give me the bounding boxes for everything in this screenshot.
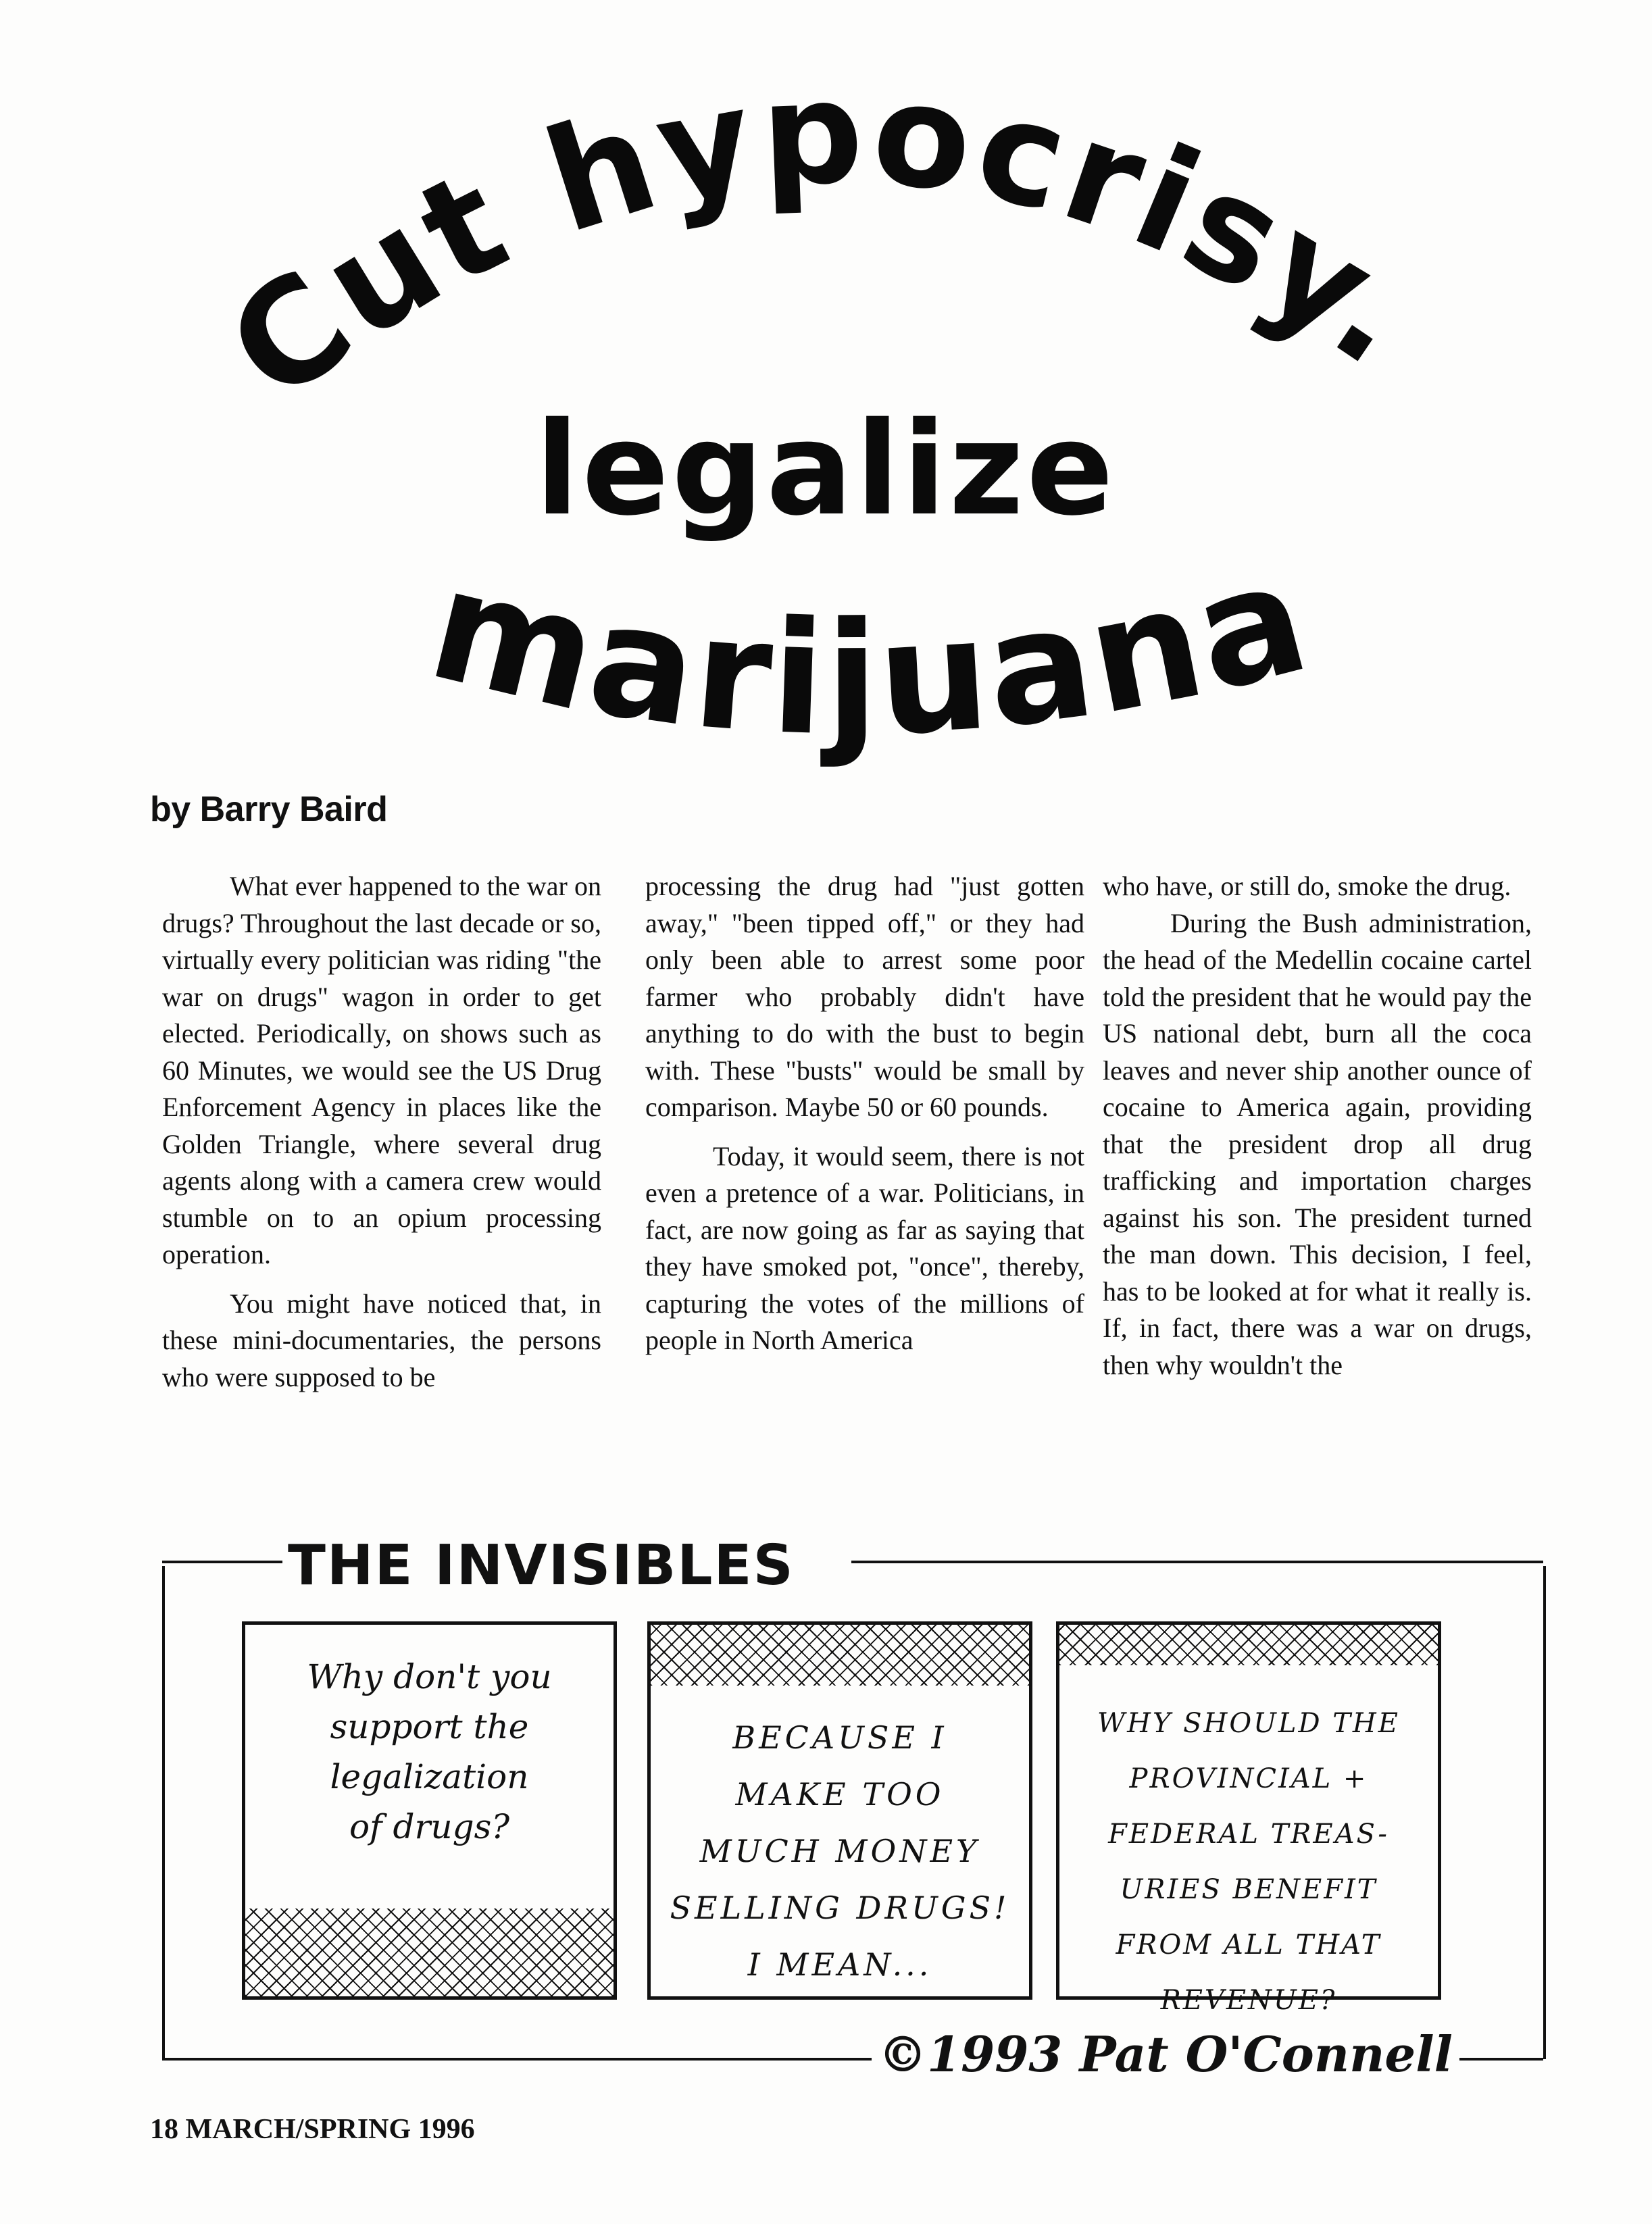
page-footer: 18 MARCH/SPRING 1996 [150, 2114, 475, 2145]
article-column-3 [1103, 868, 1532, 1384]
crosshatch-ceiling [651, 1625, 1029, 1686]
article-column-1 [162, 868, 601, 1396]
headline-line-2: legalize [535, 395, 1116, 544]
comic-panel-1 [242, 1621, 617, 2000]
comic-border-bottom-left [162, 2058, 872, 2061]
comic-panel-2 [647, 1621, 1032, 2000]
crosshatch-floor [245, 1909, 614, 1996]
headline-line-3: marijuana [414, 526, 1326, 771]
comic-title: THE INVISIBLES [282, 1534, 800, 1598]
paragraph: You might have noticed that, in these mini-documentaries, the persons who were supposed to be [162, 1288, 601, 1392]
paragraph: who have, or still do, smoke the drug. [1103, 871, 1511, 901]
paragraph: During the Bush administration, the head of the Medellin cocaine cartel told the president that he would pay the US national debt, burn all the coca leaves and never ship another ounce of cocaine to America again, providing that the president drop all drug trafficking and importation charges against his son. The president turned the man down. This decision, I feel, has to be looked at for what it really is. If, in fact, there was a war on drugs, then why wouldn't the [1103, 907, 1532, 1380]
headline-line-1: Cut hypocrisy. [199, 49, 1447, 434]
comic-border-top-left [162, 1561, 282, 1563]
byline: by Barry Baird [150, 790, 388, 829]
crosshatch-ceiling [1059, 1625, 1438, 1665]
paragraph: What ever happened to the war on drugs? Throughout the last decade or so, virtually every politician was riding "the war on drugs" wagon in order to get elected. Periodically, on shows such as 60 Minutes, we would see the US Drug Enforcement Agency in places like the Golden Triangle, where several drug agents along with a camera crew would stumble on to an opium processing operation. [162, 871, 601, 1269]
paragraph: Today, it would seem, there is not even a pretence of a war. Politicians, in fact, are now going as far as saying that they have smoked pot, "once", thereby, capturing the votes of the millions of people in North America [645, 1140, 1084, 1355]
speech-text: BECAUSE I MAKE TOO MUCH MONEY SELLING DRUGS! I MEAN... [670, 1719, 1010, 1983]
paragraph: processing the drug had "just gotten away," "been tipped off," or they had only been able to arrest some poor farmer who probably didn't have anything to do with the bust to begin with. These "busts" would be small by comparison. Maybe 50 or 60 pounds. [645, 871, 1084, 1122]
headline [0, 0, 1652, 851]
article-column-2 [645, 868, 1084, 1359]
comic-border-top-right [851, 1561, 1543, 1563]
speech-text: WHY SHOULD THE PROVINCIAL + FEDERAL TREAS- URIES BENEFIT FROM ALL THAT REVENUE? [1097, 1708, 1400, 2016]
comic-panel-3 [1056, 1621, 1441, 2016]
speech-text: Why don't you support the legalization of drugs? [307, 1657, 552, 1846]
comic-credit: ©1993 Pat O'Connell [872, 2025, 1459, 2083]
